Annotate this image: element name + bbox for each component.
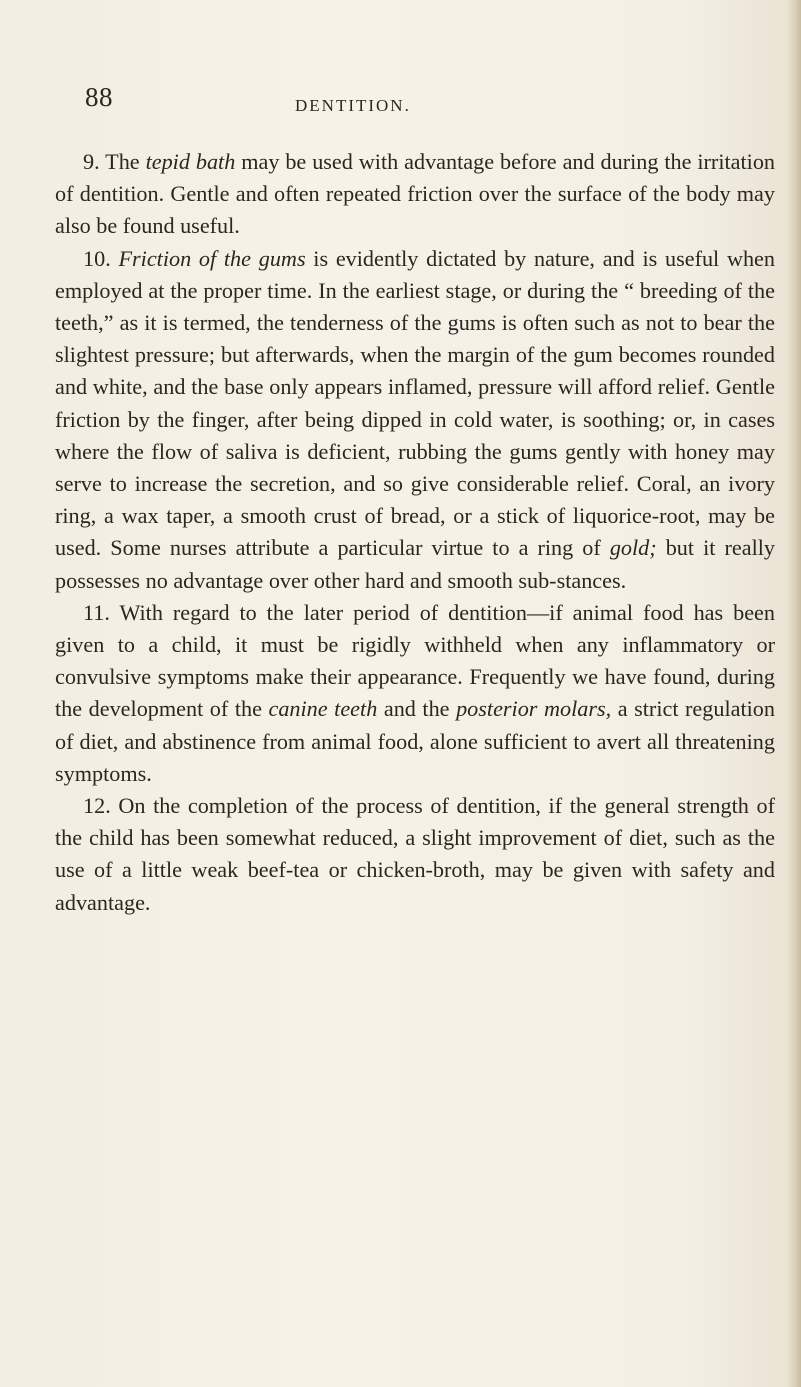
paragraph-text: and the (377, 696, 457, 722)
paragraph-text: On the completion of the process of dentition, if the general strength of the child has been somewhat reduced, a slight improvement of diet, such as the use of a little weak beef-tea or chicken-broth, may be given with safety and advantage. (55, 793, 775, 915)
body-text (55, 146, 775, 919)
paragraph-12 (55, 790, 775, 919)
paragraph-text: The (99, 149, 146, 174)
paragraph-text: but it really possesses no advantage over other hard and smooth sub-stances. (55, 535, 775, 593)
paragraph-number: 11. (83, 599, 110, 625)
paragraph-text: may be used with advantage before and during the irritation of dentition. Gentle and often repeated friction over the surface of the body may also be found useful. (55, 149, 776, 239)
emphasized-text: Friction of the gums (118, 245, 306, 271)
paragraph-number: 9. (83, 149, 100, 174)
paragraph-number: 12. (83, 793, 111, 819)
paragraph-11 (55, 597, 775, 790)
paragraph-text: With regard to the later period of dentition—if animal food has been given to a child, it must be rigidly withheld when any inflammatory or convulsive symptoms make their appearance. Frequently we have found, during the development of the (55, 599, 775, 722)
page-header (85, 82, 645, 130)
paragraph-10 (55, 243, 775, 597)
emphasized-text: canine teeth (268, 696, 378, 722)
page-edge-shadow (787, 0, 801, 1387)
paragraph-text: is evidently dictated by nature, and is useful when employed at the proper time. In the earliest stage, or during the “ breeding of the teeth,” as it is termed, the tenderness of the gums is often such as not to bear the slightest pressure; but afterwards, when the margin of the gum becomes rounded and white, and the base only appears inflamed, pressure will afford relief. Gentle friction by the finger, after being dipped in cold water, is soothing; or, in cases where the flow of saliva is deficient, rubbing the gums gently with honey may serve to increase the secretion, and so give considerable relief. Coral, an ivory ring, a wax taper, a smooth crust of bread, or a stick of liquorice-root, may be used. Some nurses attribute a particular virtue to a ring of (55, 245, 775, 561)
paragraph-number: 10. (83, 245, 111, 271)
emphasized-text: gold; (609, 535, 657, 561)
paragraph-9 (55, 146, 775, 243)
page-number: 88 (85, 82, 113, 112)
paragraph-text: a strict regulation of diet, and abstinence from animal food, alone sufficient to avert all threatening symptoms. (55, 696, 775, 786)
running-head: DENTITION. (295, 96, 411, 115)
emphasized-text: tepid bath (145, 149, 236, 174)
emphasized-text: posterior molars, (456, 696, 612, 722)
